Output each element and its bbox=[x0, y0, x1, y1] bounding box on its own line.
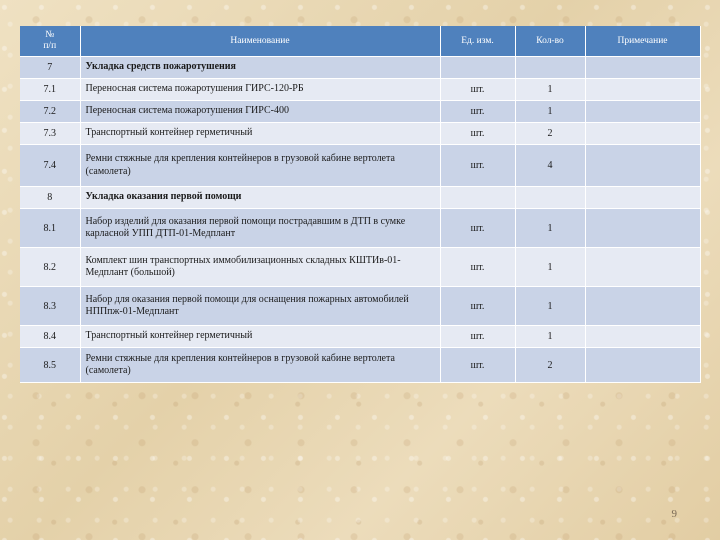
row-unit: шт. bbox=[440, 326, 515, 348]
table-row bbox=[20, 326, 700, 348]
page-number: 9 bbox=[671, 508, 677, 520]
row-qty: 1 bbox=[515, 209, 585, 248]
row-name: Транспортный контейнер герметичный bbox=[80, 326, 440, 348]
table-row bbox=[20, 79, 700, 101]
row-note bbox=[585, 101, 700, 123]
row-qty bbox=[515, 57, 585, 79]
table-header-row bbox=[20, 26, 700, 57]
table-row bbox=[20, 123, 700, 145]
row-number: 8 bbox=[20, 187, 80, 209]
row-unit bbox=[440, 187, 515, 209]
table-body bbox=[20, 57, 700, 383]
header-name: Наименование bbox=[80, 26, 440, 57]
row-number: 7 bbox=[20, 57, 80, 79]
row-note bbox=[585, 348, 700, 383]
row-name: Ремни стяжные для крепления контейнеров в грузовой кабине вертолета (самолета) bbox=[80, 145, 440, 187]
row-qty: 1 bbox=[515, 326, 585, 348]
header-num: № п/п bbox=[20, 26, 80, 57]
row-number: 7.2 bbox=[20, 101, 80, 123]
row-name: Набор изделий для оказания первой помощи пострадавшим в ДТП в сумке карласной УПП ДТП-01-Медплант bbox=[80, 209, 440, 248]
row-note bbox=[585, 145, 700, 187]
row-unit: шт. bbox=[440, 101, 515, 123]
table-row bbox=[20, 209, 700, 248]
row-name: Набор для оказания первой помощи для оснащения пожарных автомобилей НППпж-01-Медплант bbox=[80, 287, 440, 326]
row-qty: 2 bbox=[515, 123, 585, 145]
row-number: 8.3 bbox=[20, 287, 80, 326]
section-row bbox=[20, 57, 700, 79]
table-row bbox=[20, 145, 700, 187]
row-unit bbox=[440, 57, 515, 79]
table-row bbox=[20, 348, 700, 383]
row-number: 7.4 bbox=[20, 145, 80, 187]
row-unit: шт. bbox=[440, 348, 515, 383]
table-row bbox=[20, 101, 700, 123]
row-number: 8.5 bbox=[20, 348, 80, 383]
row-note bbox=[585, 209, 700, 248]
row-number: 8.1 bbox=[20, 209, 80, 248]
row-note bbox=[585, 187, 700, 209]
header-unit: Ед. изм. bbox=[440, 26, 515, 57]
row-qty: 4 bbox=[515, 145, 585, 187]
row-number: 8.2 bbox=[20, 248, 80, 287]
row-number: 7.1 bbox=[20, 79, 80, 101]
row-note bbox=[585, 326, 700, 348]
row-unit: шт. bbox=[440, 145, 515, 187]
row-qty: 1 bbox=[515, 248, 585, 287]
row-unit: шт. bbox=[440, 79, 515, 101]
row-qty: 1 bbox=[515, 79, 585, 101]
row-name: Переносная система пожаротушения ГИРС-400 bbox=[80, 101, 440, 123]
row-note bbox=[585, 287, 700, 326]
row-name: Комплект шин транспортных иммобилизационных складных КШТИв-01-Медплант (большой) bbox=[80, 248, 440, 287]
row-unit: шт. bbox=[440, 248, 515, 287]
row-unit: шт. bbox=[440, 209, 515, 248]
row-unit: шт. bbox=[440, 123, 515, 145]
row-qty: 1 bbox=[515, 287, 585, 326]
header-qty: Кол-во bbox=[515, 26, 585, 57]
row-number: 7.3 bbox=[20, 123, 80, 145]
table-row bbox=[20, 287, 700, 326]
row-name: Переносная система пожаротушения ГИРС-120-РБ bbox=[80, 79, 440, 101]
equipment-table bbox=[20, 26, 701, 383]
row-qty: 2 bbox=[515, 348, 585, 383]
row-number: 8.4 bbox=[20, 326, 80, 348]
table-row bbox=[20, 248, 700, 287]
row-note bbox=[585, 248, 700, 287]
row-name: Транспортный контейнер герметичный bbox=[80, 123, 440, 145]
row-qty: 1 bbox=[515, 101, 585, 123]
row-name: Ремни стяжные для крепления контейнеров в грузовой кабине вертолета (самолета) bbox=[80, 348, 440, 383]
row-note bbox=[585, 57, 700, 79]
row-qty bbox=[515, 187, 585, 209]
header-note: Примечание bbox=[585, 26, 700, 57]
row-note bbox=[585, 79, 700, 101]
row-name: Укладка средств пожаротушения bbox=[80, 57, 440, 79]
row-note bbox=[585, 123, 700, 145]
section-row bbox=[20, 187, 700, 209]
row-name: Укладка оказания первой помощи bbox=[80, 187, 440, 209]
row-unit: шт. bbox=[440, 287, 515, 326]
